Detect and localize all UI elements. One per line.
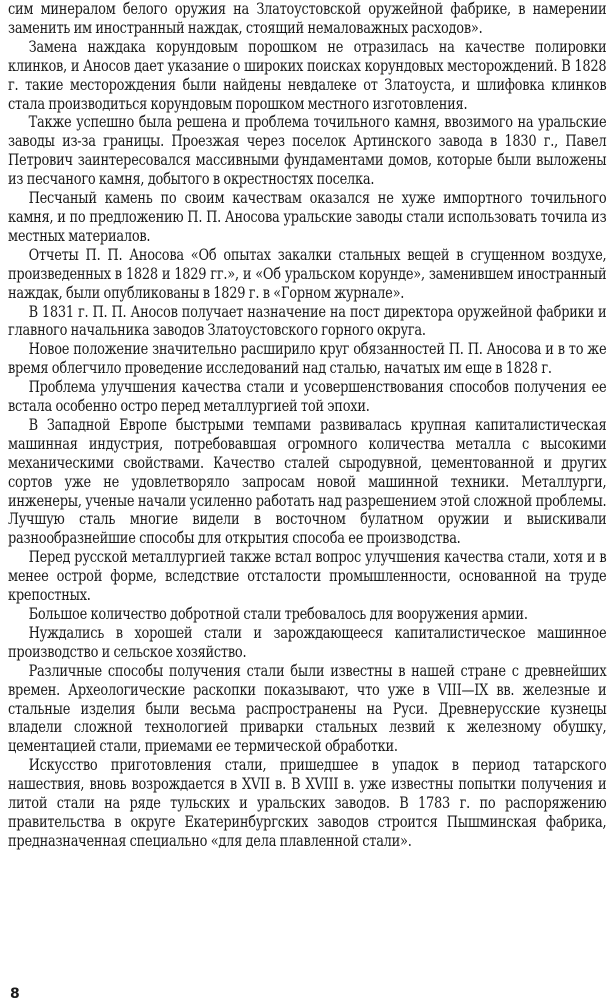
- paragraph: В 1831 г. П. П. Аносов получает назначение на пост директора оружейной фабрики и главного начальника заводов Златоустовского горного округа.: [8, 302, 607, 340]
- paragraph: В Западной Европе быстрыми темпами развивалась крупная капиталистическая машинная индустрия, потребовавшая огромного количества металла с высокими механическими свойствами. Качество сталей сыродувной, цементованной и других сортов уже не удовлетворяло запросам новой машинной техники. Металлурги, инженеры, ученые начали усиленно работать над разрешением этой сложной проблемы. Лучшую сталь многие видели в восточном булатном оружии и выискивали разнообразнейшие способы для открытия способа ее производства.: [8, 415, 607, 548]
- paragraph: Также успешно была решена и проблема точильного камня, ввозимого на уральские заводы из-за границы. Проезжая через поселок Артинского завода в 1830 г., Павел Петрович заинтересовался массивными фундаментами домов, которые были выложены из песчаного камня, добытого в окрестностях поселка.: [8, 113, 607, 189]
- paragraph: Отчеты П. П. Аносова «Об опытах закалки стальных вещей в сгущенном воздухе, произведенных в 1828 и 1829 гг.», и «Об уральском корунде», заменившем иностранный наждак, были опубликованы в 1829 г. в «Горном журнале».: [8, 245, 607, 302]
- paragraph: Искусство приготовления стали, пришедшее в упадок в период татарского нашествия, вновь возрождается в XVII в. В XVIII в. уже известны попытки получения и литой стали на ряде тульских и уральских заводов. В 1783 г. по распоряжению правительства в округе Екатеринбургских заводов строится Пышминская фабрика, предназначенная специально «для дела плавленной стали».: [8, 756, 607, 850]
- paragraph: Перед русской металлургией также встал вопрос улучшения качества стали, хотя и в менее острой форме, вследствие отсталости промышленности, основанной на труде крепостных.: [8, 548, 607, 605]
- page-number: 8: [10, 986, 20, 1002]
- document-page: [8, 0, 606, 1008]
- paragraph: Нуждались в хорошей стали и зарождающееся капиталистическое машинное производство и сельское хозяйство.: [8, 623, 607, 661]
- body-text: [8, 0, 606, 851]
- paragraph: сим минералом белого оружия на Златоустовской оружейной фабрике, в намерении заменить им иностранный наждак, стоящий немаловажных расходов».: [8, 0, 607, 37]
- paragraph: Новое положение значительно расширило круг обязанностей П. П. Аносова и в то же время облегчило проведение исследований над сталью, начатых им еще в 1828 г.: [8, 340, 607, 378]
- paragraph: Замена наждака корундовым порошком не отразилась на качестве полировки клинков, и Аносов дает указание о широких поисках корундовых месторождений. В 1828 г. такие месторождения были найдены невдалеке от Златоуста, и шлифовка клинков стала производиться корундовым порошком местного изготовления.: [8, 37, 607, 113]
- paragraph: Различные способы получения стали были известны в нашей стране с древнейших времен. Археологические раскопки показывают, что уже в VIII—IX вв. железные и стальные изделия были весьма распространены на Руси. Древнерусские кузнецы владели сложной технологией приварки стальных лезвий к железному обушку, цементацией стали, приемами ее термической обработки.: [8, 661, 607, 756]
- paragraph: Проблема улучшения качества стали и усовершенствования способов получения ее встала особенно остро перед металлургией той эпохи.: [8, 378, 607, 416]
- paragraph: Большое количество добротной стали требовалось для вооружения армии.: [28, 605, 528, 623]
- paragraph: Песчаный камень по своим качествам оказался не хуже импортного точильного камня, и по предложению П. П. Аносова уральские заводы стали использовать точила из местных материалов.: [8, 189, 607, 245]
